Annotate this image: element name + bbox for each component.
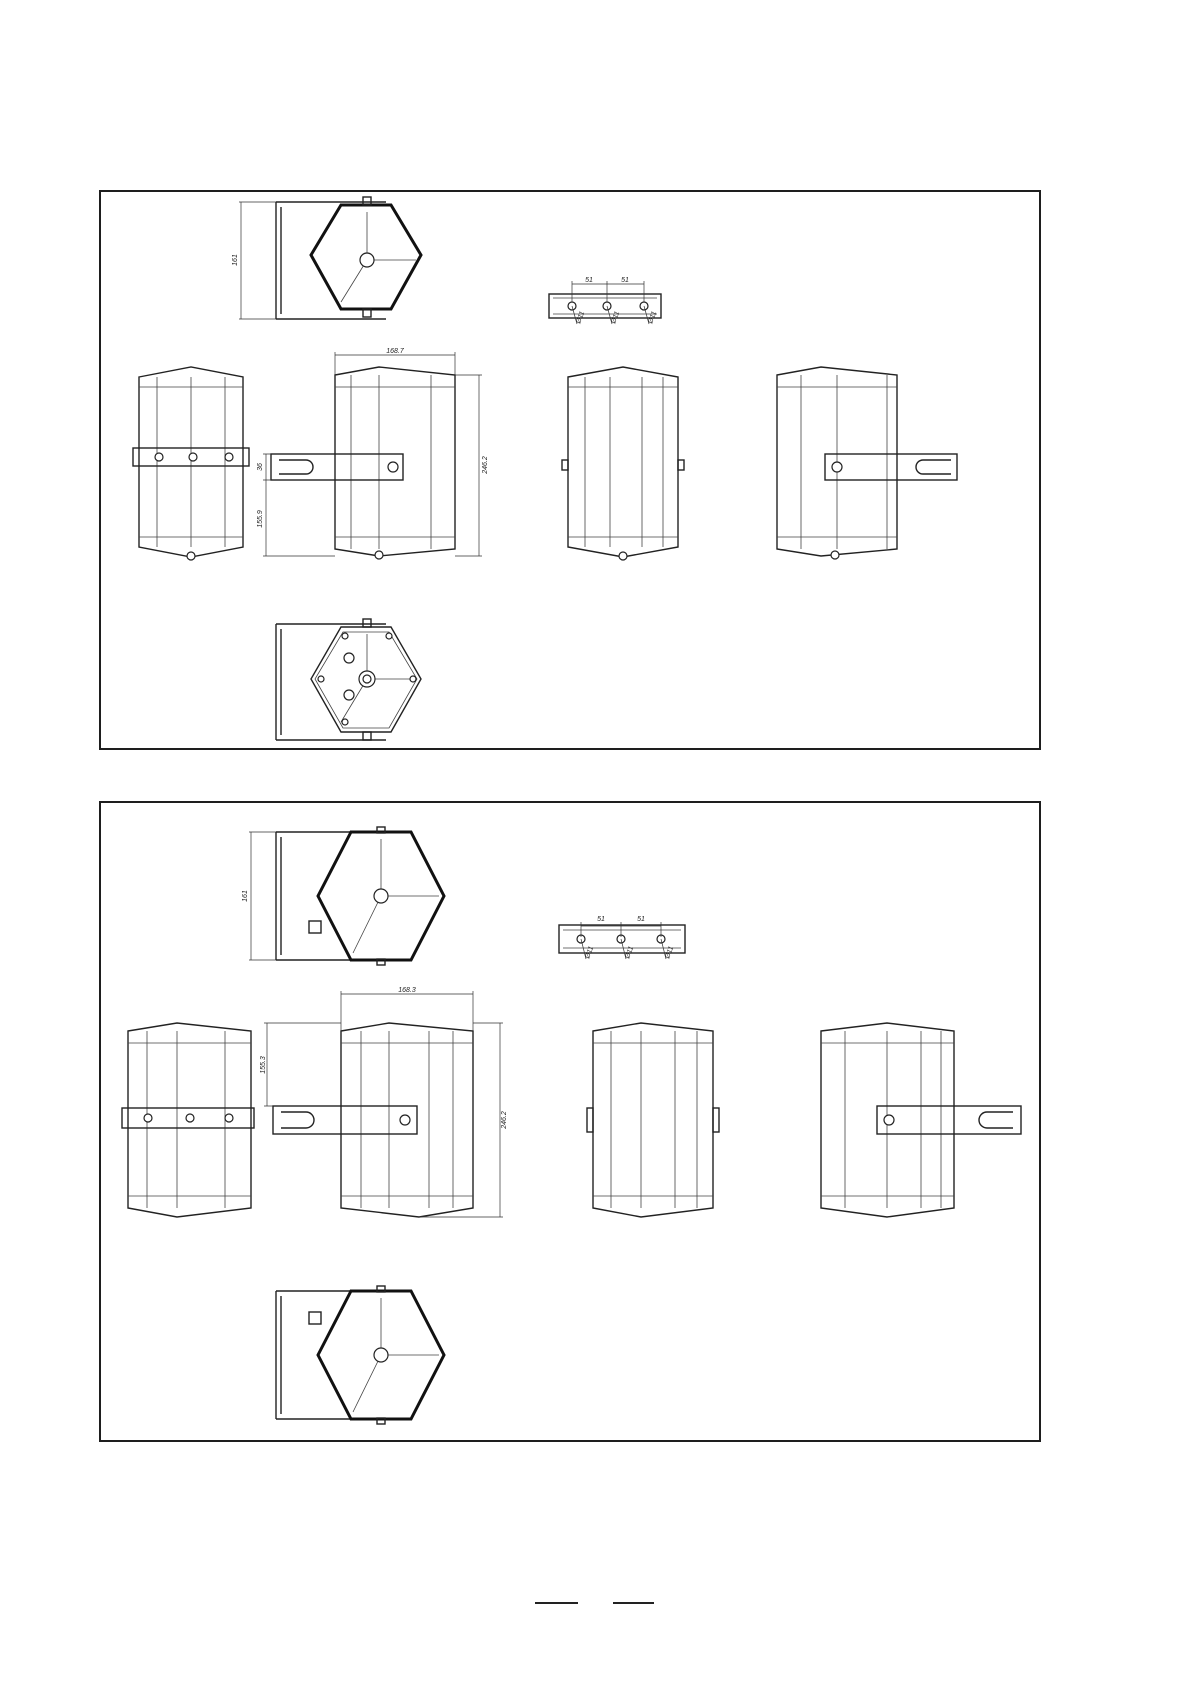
- dim-hole-dia-3: Ø11: [664, 945, 676, 960]
- top-view: [242, 827, 444, 965]
- technical-drawing-bottom: [101, 803, 1043, 1444]
- side-view-rear: [122, 1023, 254, 1217]
- dim-bracket-length: 155.9: [257, 510, 264, 528]
- dim-hole-spacing-a: 51: [585, 277, 593, 284]
- side-view-plain: [587, 1023, 719, 1217]
- bottom-view: [276, 619, 421, 740]
- dim-hole-dia-1: Ø11: [575, 310, 587, 325]
- dim-front-height: 246.2: [501, 1111, 508, 1129]
- dim-front-height: 246.2: [482, 456, 489, 474]
- dim-top-view-height: 161: [242, 890, 249, 902]
- side-view-rear: [133, 367, 249, 560]
- dim-bracket-height: 36: [257, 463, 264, 471]
- dim-hole-dia-3: Ø11: [647, 310, 659, 325]
- side-view-right-bracket: [777, 367, 957, 559]
- dim-hole-dia-2: Ø11: [610, 310, 622, 325]
- dim-top-view-height: 161: [232, 254, 239, 266]
- technical-drawing-top: [101, 192, 1043, 752]
- bracket-detail: [559, 916, 685, 961]
- drawing-panel-top: [99, 190, 1041, 750]
- front-view-bracket: [257, 348, 489, 559]
- side-view-plain: [562, 367, 684, 560]
- dim-hole-spacing-a: 51: [597, 916, 605, 923]
- footer-rule-left: [535, 1602, 578, 1604]
- dim-hole-spacing-b: 51: [637, 916, 645, 923]
- dim-hole-dia-2: Ø11: [624, 945, 636, 960]
- bracket-detail: [549, 277, 661, 326]
- dim-front-width: 168.7: [386, 348, 404, 355]
- dim-front-width: 168.3: [398, 987, 416, 994]
- drawing-panel-bottom: [99, 801, 1041, 1442]
- dim-hole-spacing-b: 51: [621, 277, 629, 284]
- top-view: [232, 197, 421, 319]
- dim-bracket-length: 155.3: [260, 1056, 267, 1074]
- footer-rule-right: [613, 1602, 654, 1604]
- dim-hole-dia-1: Ø11: [584, 945, 596, 960]
- front-view-bracket: [260, 987, 508, 1217]
- side-view-right-bracket: [821, 1023, 1021, 1217]
- bottom-view: [276, 1286, 444, 1424]
